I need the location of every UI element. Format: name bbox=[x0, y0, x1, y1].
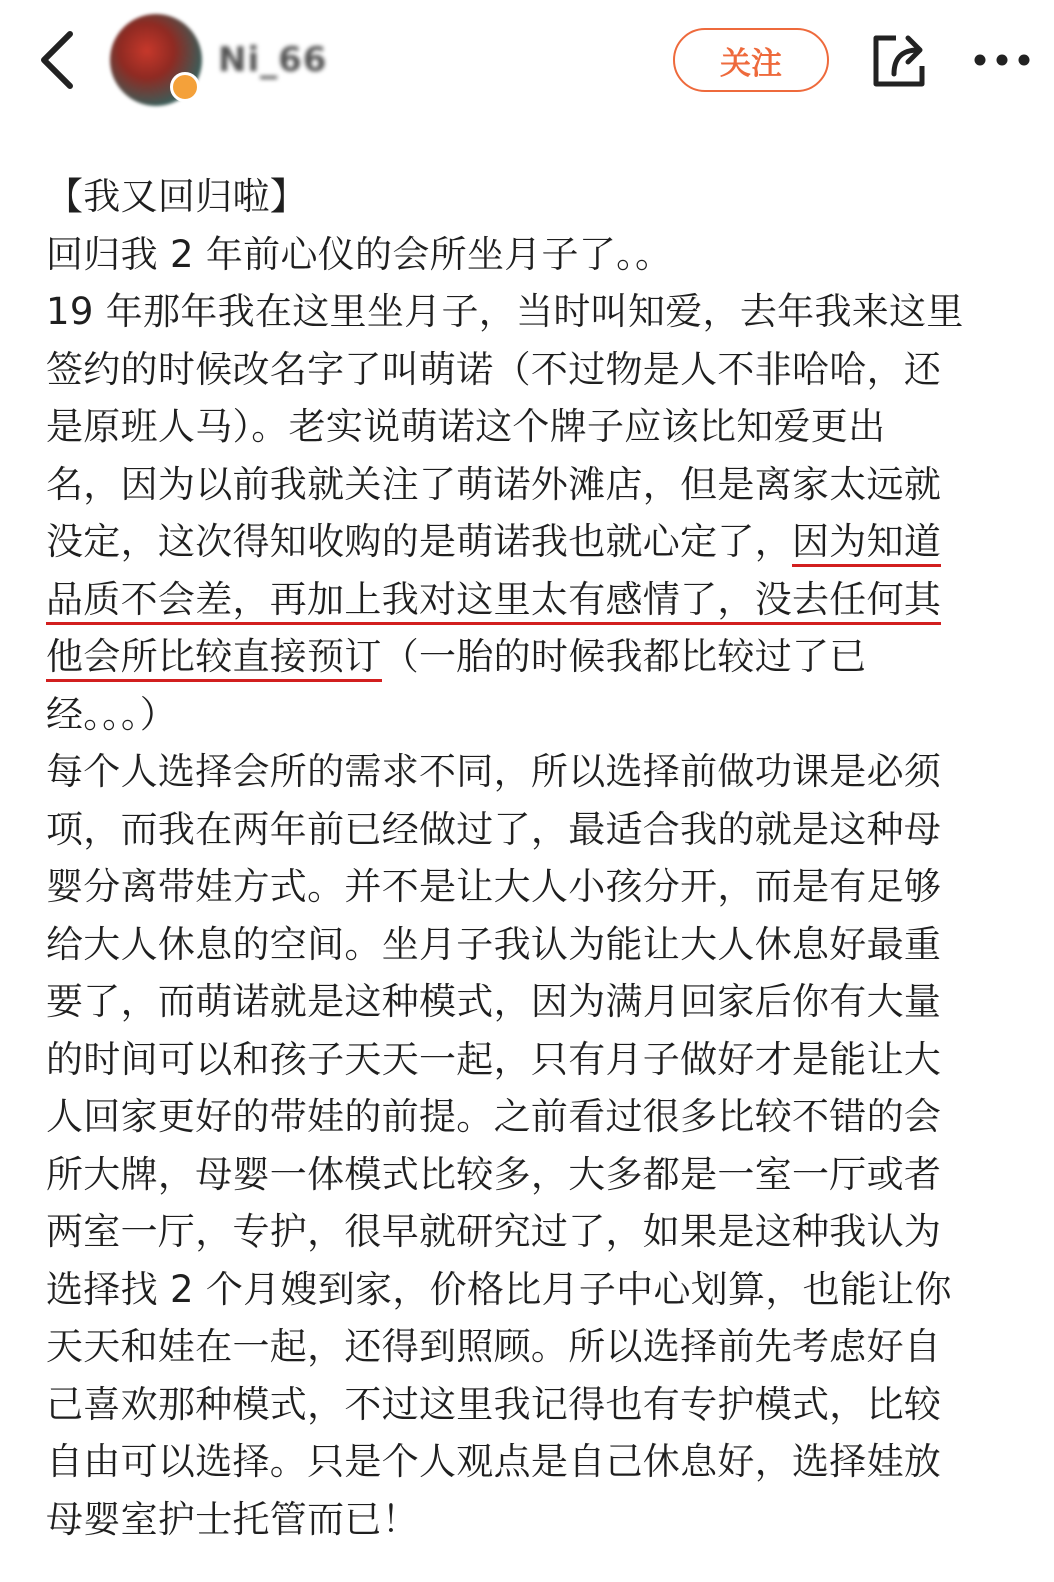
text-line: 回归我 2 年前心仪的会所坐月子了。。 bbox=[46, 232, 673, 276]
text-line: 所大牌，母婴一体模式比较多，大多都是一室一厅或者 bbox=[46, 1152, 942, 1196]
verified-badge-icon bbox=[170, 72, 200, 102]
underlined-text: 因为知道 bbox=[792, 520, 941, 567]
text-segment: 没定，这次得知收购的是萌诺我也就心定了， bbox=[46, 520, 792, 563]
share-button[interactable] bbox=[868, 30, 930, 92]
text-line: 19 年那年我在这里坐月子，当时叫知爱，去年我来这里 bbox=[46, 290, 964, 333]
username[interactable]: Ni_66 bbox=[218, 40, 328, 80]
share-icon bbox=[868, 30, 930, 92]
more-button[interactable] bbox=[970, 40, 1034, 80]
post-title: 【我又回归啦】 bbox=[46, 175, 308, 218]
post-body bbox=[46, 168, 1016, 1548]
text-line: 签约的时候改名字了叫萌诺（不过物是人不非哈哈，还 bbox=[46, 347, 942, 391]
text-line: 项，而我在两年前已经做过了，最适合我的就是这种母 bbox=[46, 807, 942, 851]
text-line: 自由可以选择。只是个人观点是自己休息好，选择娃放 bbox=[46, 1440, 942, 1483]
text-line: 每个人选择会所的需求不同，所以选择前做功课是必须 bbox=[46, 750, 942, 793]
text-line: 己喜欢那种模式，不过这里我记得也有专护模式，比较 bbox=[46, 1382, 942, 1426]
text-line: 天天和娃在一起，还得到照顾。所以选择前先考虑好自 bbox=[46, 1325, 942, 1368]
underlined-text: 品质不会差，再加上我对这里太有感情了，没去任何其 bbox=[46, 578, 941, 625]
follow-button[interactable]: 关注 bbox=[673, 28, 829, 92]
text-line: 是原班人马）。老实说萌诺这个牌子应该比知爱更出 bbox=[46, 405, 886, 448]
text-line: 母婴室护士托管而已！ bbox=[46, 1497, 419, 1541]
text-line bbox=[46, 513, 1016, 571]
back-arrow-icon bbox=[34, 28, 84, 92]
underlined-text: 他会所比较直接预订 bbox=[46, 635, 382, 682]
text-line: 经。。。） bbox=[46, 692, 177, 736]
text-line: 选择找 2 个月嫂到家，价格比月子中心划算，也能让你 bbox=[46, 1267, 952, 1311]
text-line bbox=[46, 571, 1016, 629]
text-line: 两室一厅，专护，很早就研究过了，如果是这种我认为 bbox=[46, 1210, 942, 1253]
text-line: 的时间可以和孩子天天一起，只有月子做好才是能让大 bbox=[46, 1037, 942, 1081]
text-segment: （一胎的时候我都比较过了已 bbox=[381, 635, 867, 678]
text-line: 婴分离带娃方式。并不是让大人小孩分开，而是有足够 bbox=[46, 865, 942, 908]
top-bar bbox=[0, 0, 1054, 130]
more-icon bbox=[970, 40, 1034, 80]
text-line: 给大人休息的空间。坐月子我认为能让大人休息好最重 bbox=[46, 922, 942, 966]
text-line: 要了，而萌诺就是这种模式，因为满月回家后你有大量 bbox=[46, 980, 942, 1023]
text-line: 名，因为以前我就关注了萌诺外滩店，但是离家太远就 bbox=[46, 462, 942, 506]
text-line bbox=[46, 628, 1016, 686]
back-button[interactable] bbox=[34, 28, 84, 92]
text-line: 人回家更好的带娃的前提。之前看过很多比较不错的会 bbox=[46, 1095, 942, 1138]
